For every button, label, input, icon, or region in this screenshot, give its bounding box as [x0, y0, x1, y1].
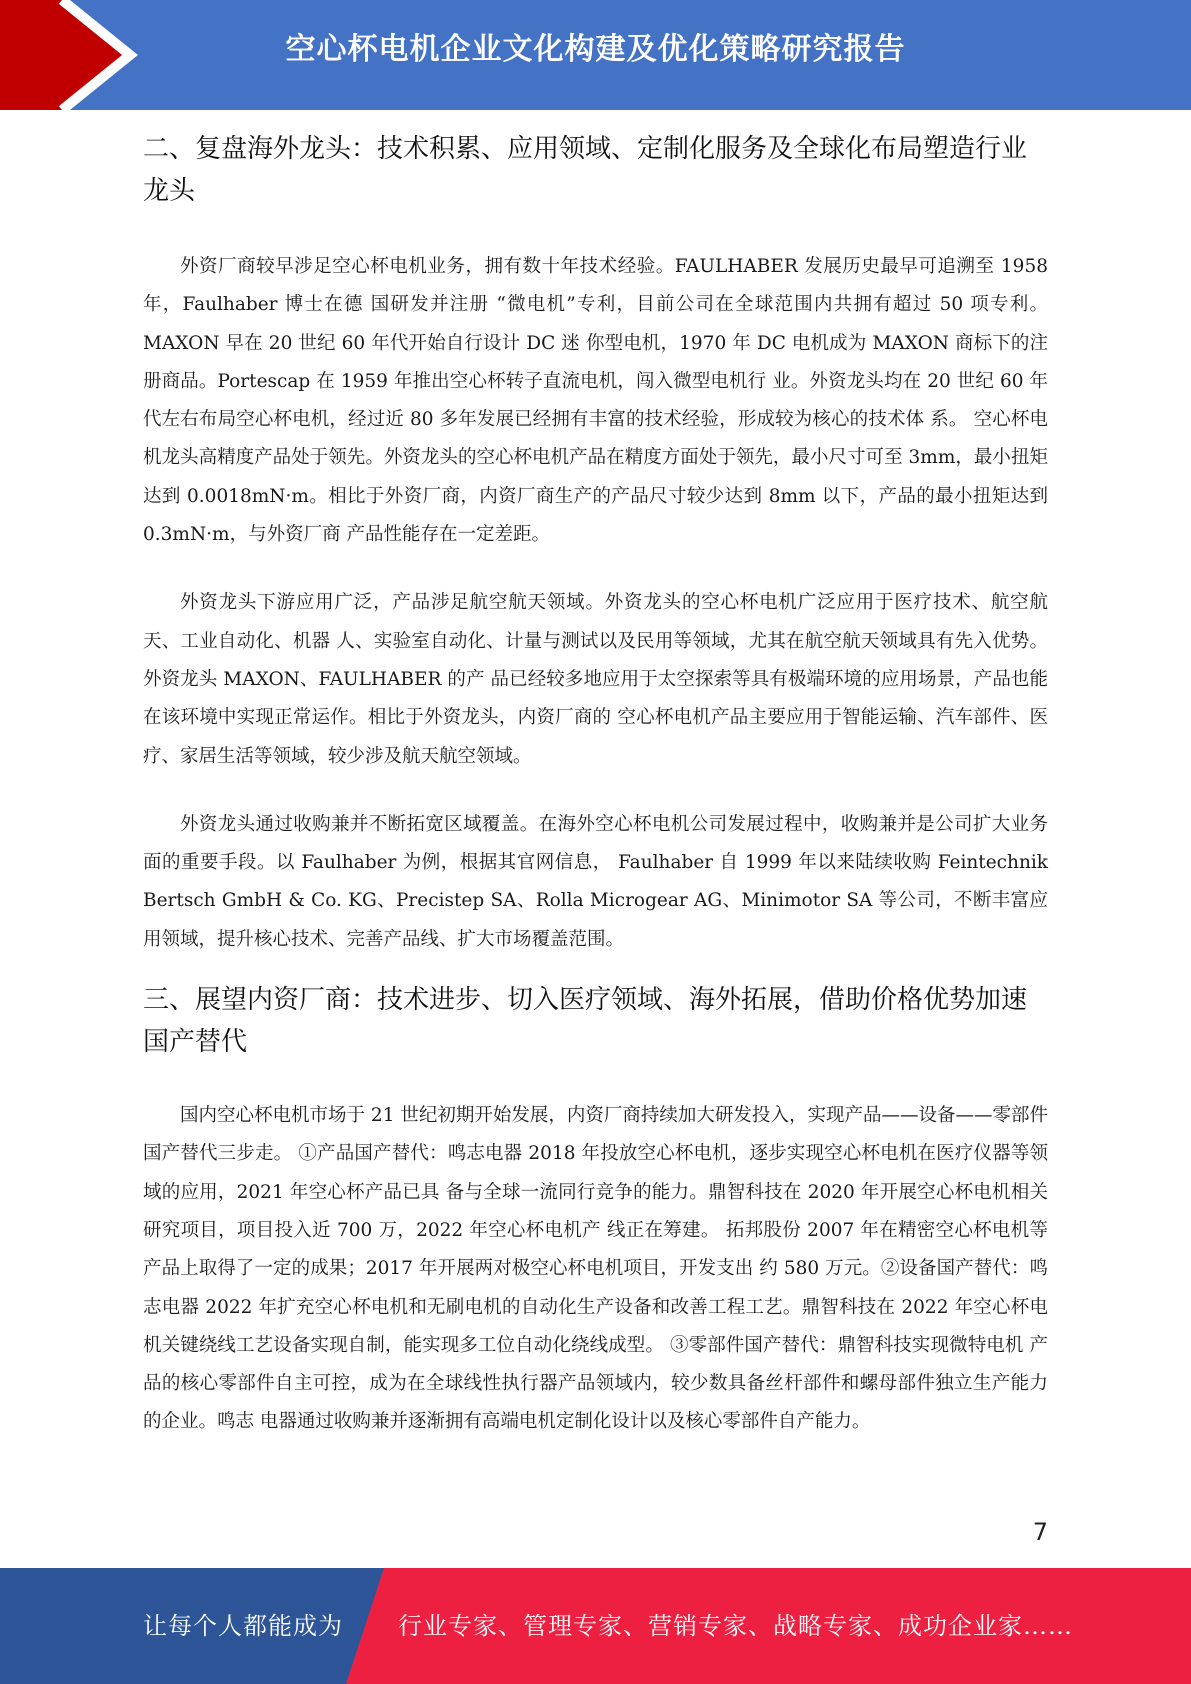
section-heading: 三、展望内资厂商：技术进步、切入医疗领域、海外拓展，借助价格优势加速国产替代: [143, 985, 1028, 1058]
document-title: 空心杯电机企业文化构建及优化策略研究报告: [285, 32, 906, 67]
paragraph: 外资龙头下游应用广泛，产品涉足航空航天领域。外资龙头的空心杯电机广泛应用于医疗技术、航空航天、工业自动化、机器 人、实验室自动化、计量与测试以及民用等领域，尤其在航空航天领域具有先入优势。外资龙头 MAXON、FAULHABER 的产 品已经较多地应用于太空探索等具有极端环境的应用场景，产品也能在该环境中实现正常运作。相比于外资龙头，内资厂商的 空心杯电机产品主要应用于智能运输、汽车部件、医疗、家居生活等领域，较少涉及航天航空领域。: [143, 592, 1048, 767]
paragraph: 国内空心杯电机市场于 21 世纪初期开始发展，内资厂商持续加大研发投入，实现产品——设备——零部件国产替代三步走。 ①产品国产替代：鸣志电器 2018 年投放空心杯电机，逐步实现空心杯电机在医疗仪器等领域的应用，2021 年空心杯产品已具 备与全球一流同行竞争的能力。鼎智科技在 2020 年开展空心杯电机相关研究项目，项目投入近 700 万，2022 年空心杯电机产 线正在筹建。 拓邦股份 2007 年在精密空心杯电机等产品上取得了一定的成果；2017 年开展两对极空心杯电机项目，开发支出 约 580 万元。②设备国产替代：鸣志电器 2022 年扩充空心杯电机和无刷电机的自动化生产设备和改善工程工艺。鼎智科技在 2022 年空心杯电机关键绕线工艺设备实现自制，能实现多工位自动化绕线成型。 ③零部件国产替代：鼎智科技实现微特电机 产品的核心零部件自主可控，成为在全球线性执行器产品领域内，较少数具备丝杆部件和螺母部件独立生产能力的企业。鸣志 电器通过收购兼并逐渐拥有高端电机定制化设计以及核心零部件自产能力。: [143, 1105, 1048, 1433]
footer-slogan-left: 让每个人都能成为: [143, 1612, 343, 1640]
header-band: [0, 0, 1191, 110]
footer-slogan-right: 行业专家、管理专家、营销专家、战略专家、成功企业家……: [398, 1612, 1073, 1640]
section-heading: 二、复盘海外龙头：技术积累、应用领域、定制化服务及全球化布局塑造行业龙头: [143, 134, 1028, 206]
document-body: [143, 128, 1048, 1472]
paragraph: 外资龙头通过收购兼并不断拓宽区域覆盖。在海外空心杯电机公司发展过程中，收购兼并是公司扩大业务面的重要手段。以 Faulhaber 为例，根据其官网信息， Faulhaber 自 1999 年以来陆续收购 Feintechnik Bertsch GmbH & Co. KG、Precistep SA、Rolla Microgear AG、Minimotor SA 等公司，不断丰富应用领域，提升核心技术、完善产品线、扩大市场覆盖范围。: [143, 813, 1048, 950]
header-chevron-icon: [0, 0, 150, 110]
footer-band: [0, 1568, 1191, 1684]
page-number: 7: [1032, 1518, 1048, 1546]
paragraph: 外资厂商较早涉足空心杯电机业务，拥有数十年技术经验。FAULHABER 发展历史最早可追溯至 1958 年，Faulhaber 博士在德 国研发并注册 “微电机”专利，目前公司在全球范围内共拥有超过 50 项专利。MAXON 早在 20 世纪 60 年代开始自行设计 DC 迷 你型电机，1970 年 DC 电机成为 MAXON 商标下的注册商品。Portescap 在 1959 年推出空心杯转子直流电机，闯入微型电机行 业。外资龙头均在 20 世纪 60 年代左右布局空心杯电机，经过近 80 多年发展已经拥有丰富的技术经验，形成较为核心的技术体 系。 空心杯电机龙头高精度产品处于领先。外资龙头的空心杯电机产品在精度方面处于领先，最小尺寸可至 3mm，最小扭矩达到 0.0018mN·m。相比于外资厂商，内资厂商生产的产品尺寸较少达到 8mm 以下，产品的最小扭矩达到 0.3mN·m，与外资厂商 产品性能存在一定差距。: [143, 256, 1048, 546]
